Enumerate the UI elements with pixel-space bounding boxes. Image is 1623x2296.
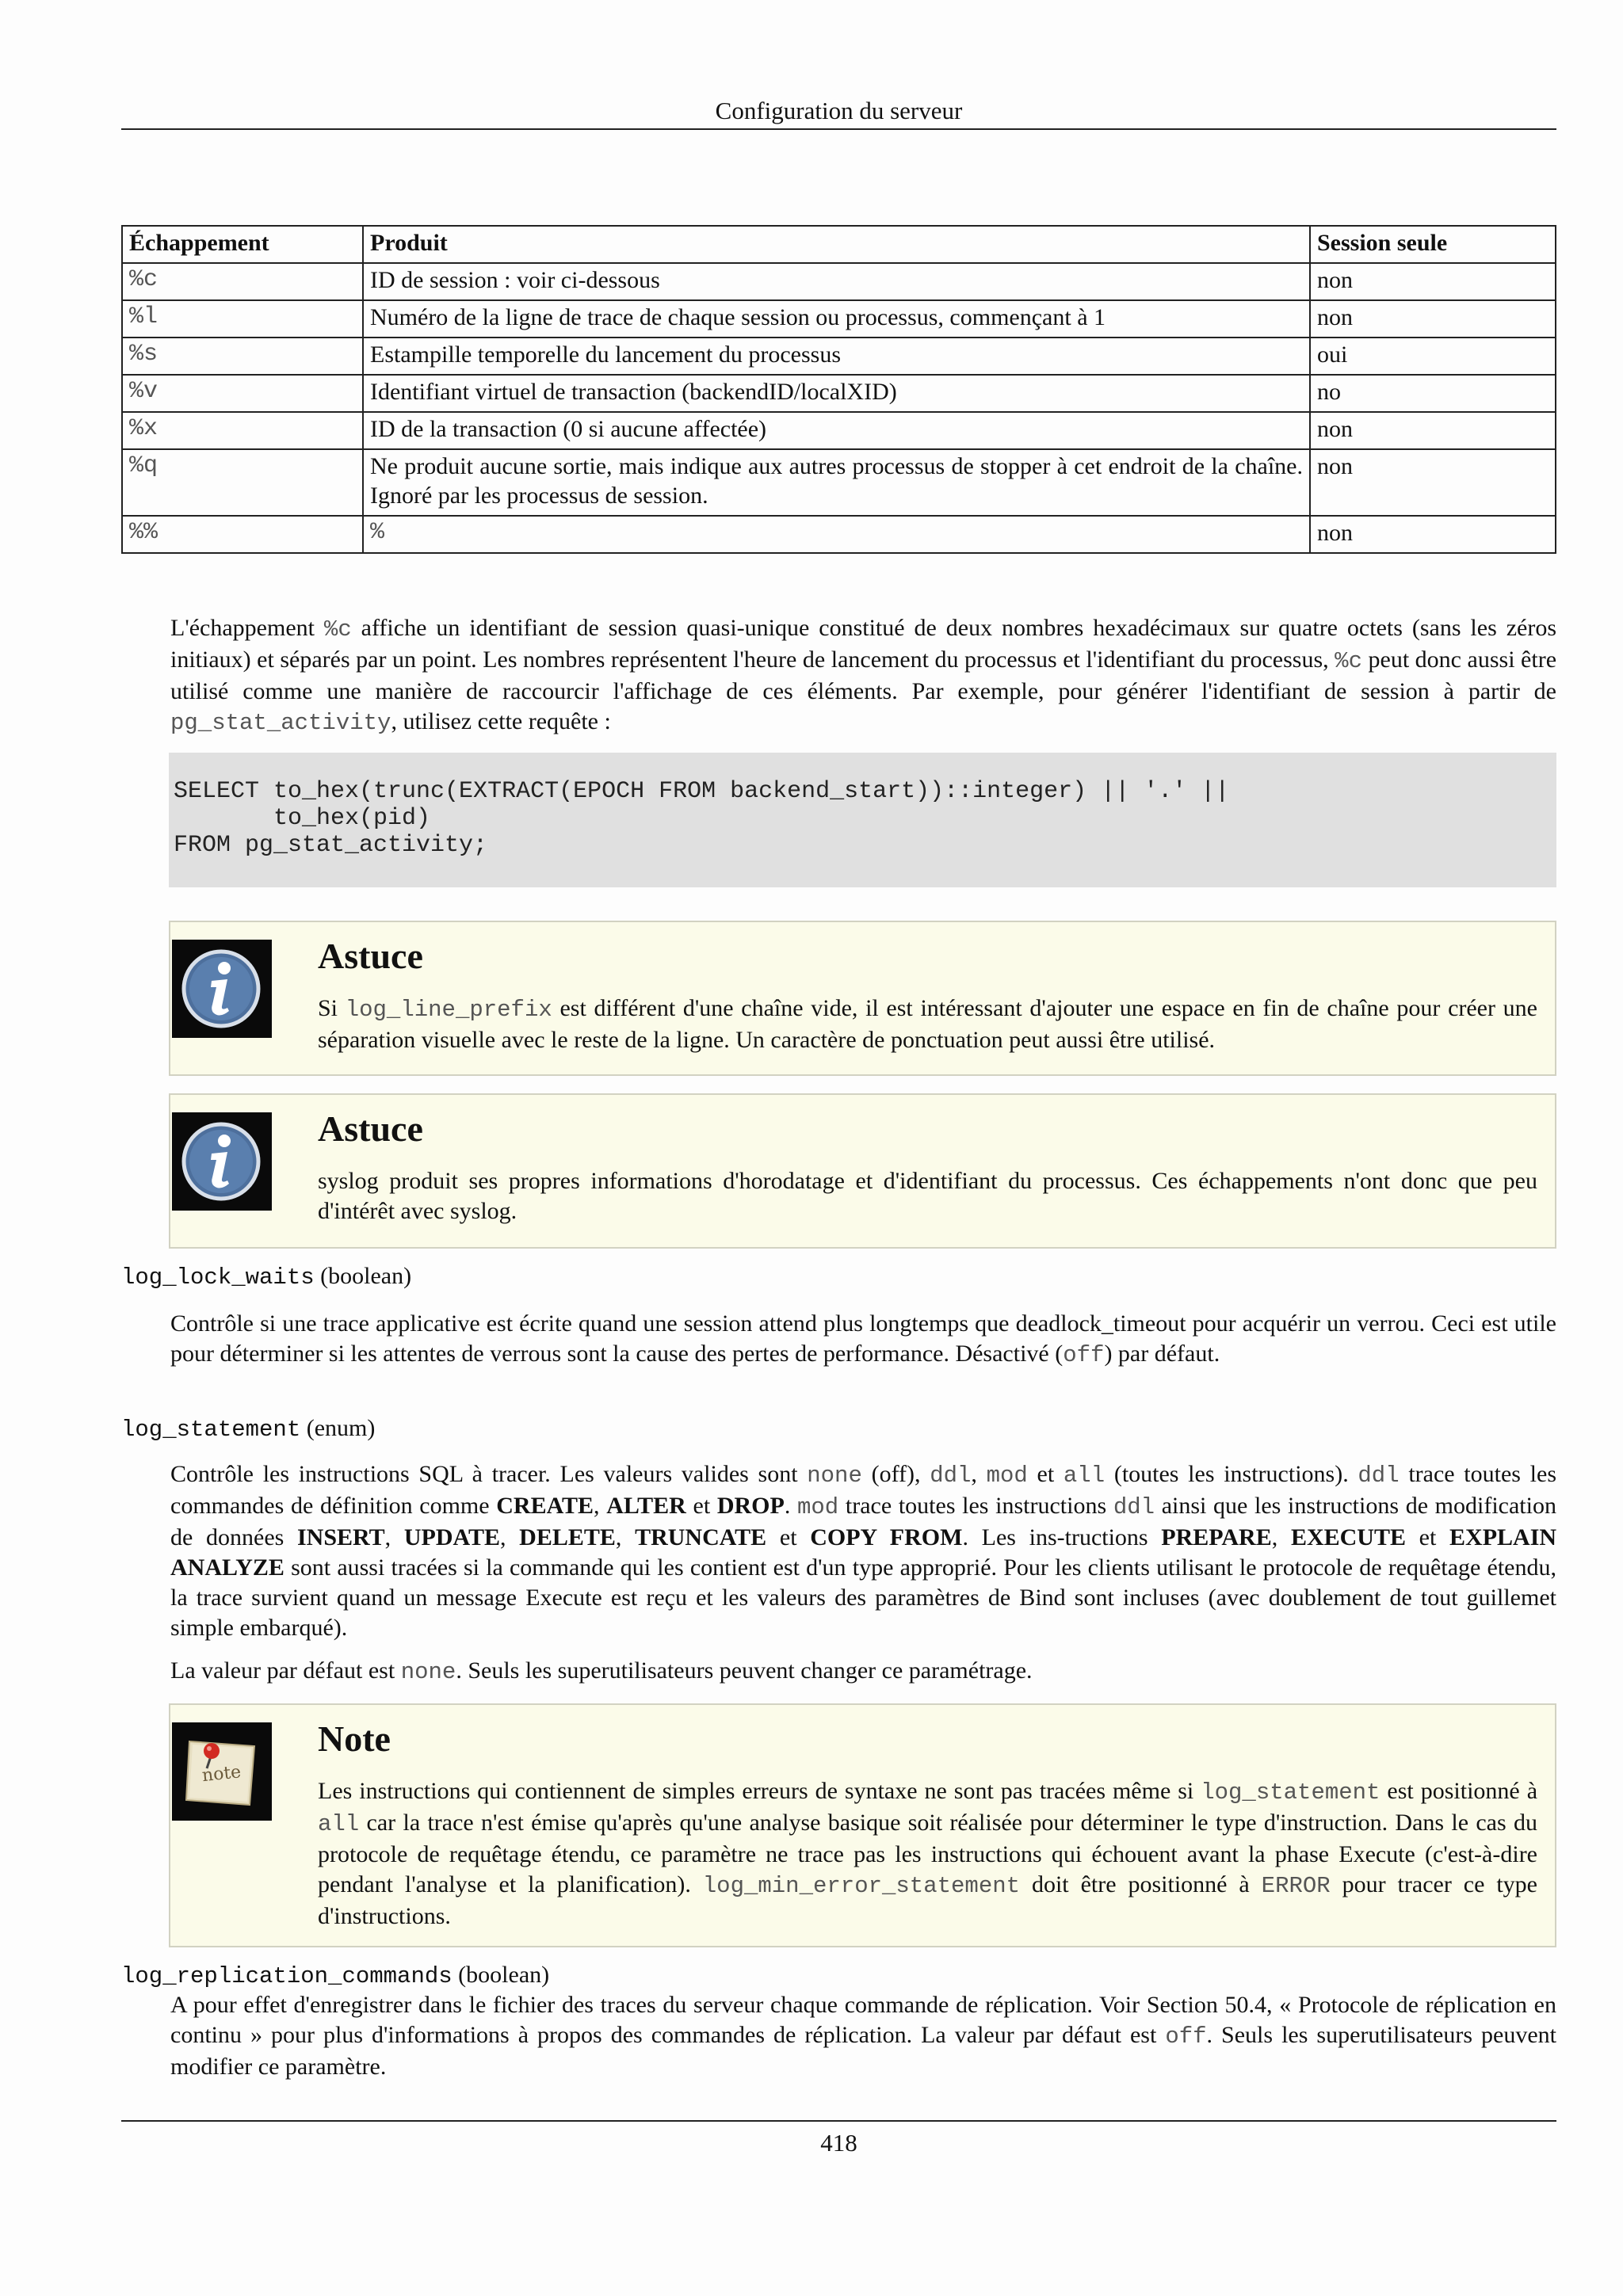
inline-code: mod	[986, 1463, 1028, 1489]
text-run: ,	[594, 1493, 607, 1519]
note-icon-label: note	[200, 1762, 242, 1787]
text-run: L'échappement	[170, 615, 324, 641]
sql-keyword: CREATE	[496, 1493, 594, 1519]
inline-code: off	[1063, 1342, 1105, 1368]
inline-code: log_line_prefix	[345, 997, 552, 1023]
tip-title: Astuce	[318, 936, 423, 976]
term-log-lock-waits	[121, 1261, 1556, 1293]
tip-box	[169, 921, 1556, 1076]
text-run: Si	[318, 995, 346, 1021]
text-run: trace toutes les instructions	[838, 1493, 1113, 1519]
parameter-type: (boolean)	[452, 1962, 550, 1988]
text-run: peut donc aussi être utilisé comme une manière de raccourcir l'affichage de ces éléments. Par exemple, pour générer l'identifiant de session à partir de	[170, 646, 1557, 704]
inline-code: log_statement	[1201, 1779, 1381, 1806]
inline-code: all	[318, 1811, 360, 1837]
session-cell: non	[1310, 449, 1556, 516]
session-cell: no	[1310, 375, 1556, 412]
table-header-row	[122, 226, 1556, 263]
table-row	[122, 449, 1556, 516]
text-run: ,	[971, 1461, 987, 1487]
intro-paragraph	[170, 613, 1556, 738]
parameter-type: (boolean)	[314, 1263, 412, 1289]
parameter-name: log_statement	[121, 1417, 301, 1443]
inline-code: off	[1165, 2023, 1207, 2050]
sql-keyword: COPY FROM	[810, 1524, 963, 1550]
text-run: pour tracer ce type d'instructions.	[318, 1871, 1537, 1929]
text-run: ,	[1271, 1524, 1291, 1550]
text-run: est différent d'une chaîne vide, il est intéressant d'ajouter une espace en fin de chaîne pour créer une séparation visuelle avec le reste de la ligne. Un caractère de ponctuation peut aussi être utilisé.	[318, 995, 1537, 1053]
table-row	[122, 263, 1556, 300]
table-row	[122, 375, 1556, 412]
column-header-product: Produit	[363, 226, 1310, 263]
sql-query: SELECT to_hex(trunc(EXTRACT(EPOCH FROM backend_start))::integer) || '.' || to_hex(pid) FROM pg_stat_activity;	[174, 778, 1230, 859]
tip-title: Astuce	[318, 1108, 423, 1149]
text-run: ) par défaut.	[1104, 1341, 1220, 1367]
text-run: Les instructions qui contiennent de simples erreurs de syntaxe ne sont pas tracées même si	[318, 1778, 1201, 1804]
table-row	[122, 300, 1556, 338]
note-icon	[172, 1722, 272, 1821]
session-cell: non	[1310, 412, 1556, 449]
product-cell: Ne produit aucune sortie, mais indique aux autres processus de stopper à cet endroit de la chaîne. Ignoré par les processus de session.	[363, 449, 1310, 516]
inline-code: none	[807, 1463, 862, 1489]
inline-code: %c	[1335, 648, 1362, 674]
column-header-escape: Échappement	[122, 226, 363, 263]
text-run: affiche un identifiant de session quasi-unique constitué de deux nombres hexadécimaux sur quatre octets (sans les zéros initiaux) et séparés par un point. Les nombres représentent l'heure de lancement du processus et l'identifiant du processus,	[170, 615, 1556, 673]
parameter-name: log_replication_commands	[121, 1963, 453, 1989]
text-run: sont aussi tracées si la commande qui les contient est d'un type approprié. Pour les clients utilisant le protocole de requêtage étendu, la trace survient quand un message Execute est reçu et les valeurs des paramètres de Bind sont incluses (avec doublement de tout guillemet simple embarqué).	[170, 1554, 1556, 1641]
escape-cell: %v	[122, 375, 363, 412]
table-row	[122, 338, 1556, 375]
product-cell: Estampille temporelle du lancement du processus	[363, 338, 1310, 375]
info-icon	[172, 1112, 272, 1211]
inline-code: ERROR	[1261, 1873, 1331, 1899]
replication-description	[170, 1990, 1556, 2082]
escape-cell: %s	[122, 338, 363, 375]
table-row	[122, 516, 1556, 553]
product-cell: ID de la transaction (0 si aucune affectée)	[363, 412, 1310, 449]
term-log-replication-commands	[121, 1960, 1556, 1992]
text-run: et	[1027, 1461, 1064, 1487]
inline-code: none	[400, 1659, 456, 1685]
product-cell: Numéro de la ligne de trace de chaque session ou processus, commençant à 1	[363, 300, 1310, 338]
text-run: ainsi que les instructions de modification de données	[170, 1493, 1556, 1550]
sql-keyword: ALTER	[606, 1493, 686, 1519]
page-number: 418	[121, 2120, 1556, 2158]
sql-keyword: EXPLAIN ANALYZE	[170, 1524, 1557, 1581]
session-cell: non	[1310, 263, 1556, 300]
sql-keyword: INSERT	[297, 1524, 385, 1550]
table-row	[122, 412, 1556, 449]
escape-cell: %q	[122, 449, 363, 516]
inline-code: %c	[323, 616, 352, 643]
statement-description	[170, 1459, 1556, 1643]
code-block	[169, 753, 1556, 887]
parameter-name: log_lock_waits	[121, 1264, 315, 1291]
session-cell: oui	[1310, 338, 1556, 375]
inline-code: ddl	[930, 1463, 972, 1489]
text-run: ,	[499, 1524, 520, 1550]
escape-cell: %x	[122, 412, 363, 449]
tip-box	[169, 1093, 1556, 1249]
running-header: Configuration du serveur	[121, 93, 1556, 130]
text-run: . Les ins-tructions	[962, 1524, 1162, 1550]
product-cell: %	[363, 516, 1310, 553]
text-run: .	[784, 1493, 797, 1519]
inline-code: ddl	[1113, 1494, 1155, 1520]
sql-keyword: DELETE	[519, 1524, 616, 1550]
inline-code: all	[1063, 1463, 1106, 1489]
escape-cell: %c	[122, 263, 363, 300]
text-run: Contrôle les instructions SQL à tracer. Les valeurs valides sont	[170, 1461, 808, 1487]
product-cell: ID de session : voir ci-dessous	[363, 263, 1310, 300]
sql-keyword: UPDATE	[403, 1524, 500, 1550]
info-icon	[172, 940, 272, 1038]
sql-keyword: DROP	[716, 1493, 785, 1519]
escape-cell: %l	[122, 300, 363, 338]
inline-code: ddl	[1358, 1463, 1400, 1489]
sql-keyword: EXECUTE	[1290, 1524, 1406, 1550]
inline-code: mod	[797, 1494, 839, 1520]
text-run: . Seuls les superutilisateurs peuvent modifier ce paramètre.	[170, 2022, 1556, 2080]
statement-default	[170, 1656, 1556, 1688]
text-run: , utilisez cette requête :	[391, 708, 611, 734]
tip-text	[318, 994, 1537, 1055]
text-run: (off),	[861, 1461, 930, 1487]
sql-keyword: TRUNCATE	[635, 1524, 767, 1550]
parameter-type: (enum)	[300, 1415, 376, 1441]
text-run: doit être positionné à	[1020, 1871, 1262, 1897]
text-run: ,	[384, 1524, 404, 1550]
escape-table	[121, 225, 1556, 554]
tip-text: syslog produit ses propres informations d'horodatage et d'identifiant du processus. Ces échappements n'ont donc que peu d'intérêt avec syslog.	[318, 1168, 1537, 1224]
text-run: et	[685, 1493, 717, 1519]
lock-waits-description	[170, 1309, 1556, 1371]
escape-cell: %%	[122, 516, 363, 553]
text-run: A pour effet d'enregistrer dans le fichier des traces du serveur chaque commande de réplication. Voir Section 50.4, « Protocole de réplication en continu » pour plus d'informations à propos des commandes de réplication. La valeur par défaut est	[170, 1992, 1556, 2048]
term-log-statement	[121, 1413, 1556, 1445]
text-run: . Seuls les superutilisateurs peuvent changer ce paramétrage.	[456, 1657, 1033, 1684]
text-run: Contrôle si une trace applicative est écrite quand une session attend plus longtemps que deadlock_timeout pour acquérir un verrou. Ceci est utile pour déterminer si les attentes de verrous sont la cause des pertes de performance. Désactivé (	[170, 1310, 1556, 1367]
column-header-session: Session seule	[1310, 226, 1556, 263]
note-title: Note	[318, 1718, 391, 1759]
text-run: est positionné à	[1380, 1778, 1538, 1804]
inline-code: pg_stat_activity	[170, 710, 391, 736]
text-run: et	[766, 1524, 811, 1550]
sql-keyword: PREPARE	[1161, 1524, 1272, 1550]
text-run: car la trace n'est émise qu'après qu'une analyse basique soit réalisée pour déterminer le type d'instruction. Dans le cas du protocole de requêtage étendu, ce paramètre ne trace pas les instructions qui échouent avant la phase Execute (c'est-à-dire pendant l'analyse et la planification).	[318, 1810, 1537, 1897]
text-run: La valeur par défaut est	[170, 1657, 401, 1684]
inline-code: log_min_error_statement	[702, 1873, 1021, 1899]
text-run: ,	[615, 1524, 636, 1550]
note-box	[169, 1703, 1556, 1947]
text-run: trace toutes les commandes de définition comme	[170, 1461, 1556, 1519]
text-run: (toutes les instructions).	[1105, 1461, 1358, 1487]
session-cell: non	[1310, 300, 1556, 338]
session-cell: non	[1310, 516, 1556, 553]
text-run: et	[1405, 1524, 1450, 1550]
product-cell: Identifiant virtuel de transaction (backendID/localXID)	[363, 375, 1310, 412]
note-text	[318, 1776, 1537, 1932]
